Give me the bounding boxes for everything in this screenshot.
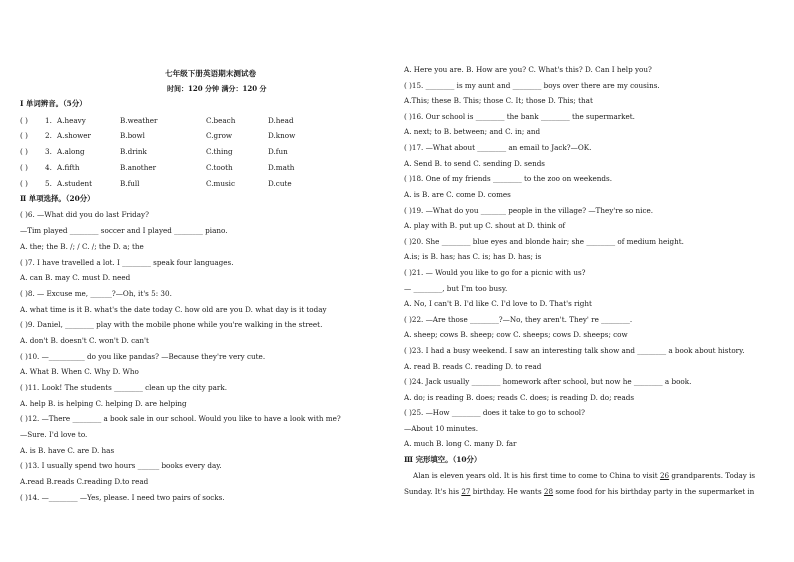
question-line: ( )11. Look! The students ________ clean up the city park.: [20, 383, 227, 392]
options-line: A. do; is reading B. does; reads C. does; is reading D. do; reads: [404, 393, 635, 402]
options-line: A. the; the B. /; / C. /; the D. a; the: [20, 242, 144, 251]
question-line: ( )7. I have travelled a lot. I ________ speak four languages.: [20, 258, 234, 267]
options-line: A. next; to B. between; and C. in; and: [404, 127, 541, 136]
question-line: ( )19. —What do you _______ people in the village? —They're so nice.: [404, 206, 654, 215]
question-line: ( )22. —Are those ________?—No, they aren't. They' re ________.: [404, 315, 633, 324]
options-line: A.read B.reads C.reading D.to read: [20, 477, 149, 486]
question-line: —About 10 minutes.: [404, 424, 479, 433]
question-line: ( )14. —________ —Yes, please. I need two pairs of socks.: [20, 493, 225, 502]
question-line: ( )10. —__________ do you like pandas? —Because they're very cute.: [20, 352, 266, 361]
question-line: ( )8. — Excuse me, ______?—Oh, it's 5: 30.: [20, 289, 172, 298]
question-line: ( )9. Daniel, ________ play with the mobile phone while you're walking in the street.: [20, 320, 323, 329]
question-line: ( )21. — Would you like to go for a picnic with us?: [404, 268, 586, 277]
options-line: A.is; is B. has; has C. is; has D. has; is: [404, 252, 542, 261]
question-line: ( )25. —How ________ does it take to go to school?: [404, 408, 585, 417]
cloze-paragraph-line: Alan is eleven years old. It is his first time to come to China to visit 26 grandparents. Today is: [413, 471, 756, 480]
options-line: A. No, I can't B. I'd like C. I'd love to D. That's right: [404, 299, 592, 308]
cloze-paragraph-line: Sunday. It's his 27 birthday. He wants 28 some food for his birthday party in the supermarket in: [404, 487, 755, 496]
options-line: A. what time is it B. what's the date today C. how old are you D. what day is it today: [20, 305, 327, 314]
cloze-blank-26: 26: [659, 471, 670, 480]
options-line: A. What B. When C. Why D. Who: [20, 367, 139, 376]
question-line: ( )23. I had a busy weekend. I saw an interesting talk show and ________ a book about history.: [404, 346, 745, 355]
section1-heading: Ⅰ 单词辨音。（5分）: [20, 99, 87, 108]
question-line: ( )15. ________ is my aunt and ________ boys over there are my cousins.: [404, 81, 660, 90]
options-line: A. Here you are. B. How are you? C. What's this? D. Can I help you?: [404, 65, 652, 74]
options-line: A. is B. have C. are D. has: [20, 446, 115, 455]
exam-subtitle: 时间：120 分钟 满分：120 分: [167, 84, 267, 93]
options-line: A. much B. long C. many D. far: [404, 439, 517, 448]
question-line: ( )20. She ________ blue eyes and blonde hair; she ________ of medium height.: [404, 237, 684, 246]
question-line: ( )13. I usually spend two hours ______ books every day.: [20, 461, 222, 470]
options-line: A.This; these B. This; those C. It; those D. This; that: [404, 96, 593, 105]
question-line: ( )16. Our school is ________ the bank ________ the supermarket.: [404, 112, 635, 121]
cloze-blank-27: 27: [461, 487, 471, 496]
question-line: ( )6. —What did you do last Friday?: [20, 210, 149, 219]
cloze-blank-28: 28: [543, 487, 554, 496]
exam-title: 七年级下册英语期末测试卷: [165, 69, 257, 78]
options-line: A. help B. is helping C. helping D. are helping: [20, 399, 187, 408]
section3-heading: Ⅲ 完形填空。（10分）: [404, 455, 482, 464]
options-line: A. Send B. to send C. sending D. sends: [404, 159, 545, 168]
exam-page: 七年级下册英语期末测试卷 时间：120 分钟 满分：120 分 Ⅰ 单词辨音。（5分） ( ) 1. A.heavy B.weather C.beach D.head ( ) 2. A.shower B.bowl C.grow D.know ( ) 3. A.along B.drink C.thing D.fun ( ) 4. A.fifth B.another C.tooth D.math ( ) 5. A.student B.full C.music D.cute Ⅱ 单项选择。（20分） ( )6. —What did you do last Friday? —Tim played ________ soccer and I played ________ piano. A. the; the B. /; / C. /; the D. a; the ( )7. I have travelled a lot. I ________ speak four languages. A. can B. may C. must D. need ( )8. — Excuse me, ______?—Oh, it's 5: 30. A. what time is it B. what's the date today C. how old are you D. what day is it today ( )9. Daniel, ________ play with the mobile phone while you're walking in the street. A. don't B. doesn't C. won't D. can't ( )10. —__________ do you like pandas? —Because they're very cute. A. What B. When C. Why D. Who ( )11. Look! The students ________ clean up the city park. A. help B. is helping C. helping D. are helping ( )12. —There ________ a book sale in our school. Would you like to have a look with me? —Sure. I'd love to. A. is B. have C. are D. has ( )13. I usually spend two hours ______ books every day. A.read B.reads C.reading D.to read ( )14. —________ —Yes, please. I need two pairs of socks. A. Here you are. B. How are you? C. What's this? D. Can I help you? ( )15. ________ is my aunt and ________ boys over there are my cousins. A.This; these B. This; those C. It; those D. This; that ( )16. Our school is ________ the bank ________ the supermarket. A. next; to B. between; and C. in; and ( )17. —What about ________ an email to Jack?—OK. A. Send B. to send C. sending D. sends ( )18. One of my friends ________ to the zoo on weekends. A. is B. are C. come D. comes ( )19. —What do you _______ people in the village? —They're so nice. A. play with B. put up C. shout at D. think of ( )20. She ________ blue eyes and blonde hair; she ________ of medium height. A.is; is B. has; has C. is; has D. has; is ( )21. — Would you like to go for a picnic with us? — ________, but I'm too busy. A. No, I can't B. I'd like C. I'd love to D. That's right ( )22. —Are those ________?—No, they aren't. They' re ________. A. sheep; cows B. sheep; cow C. sheeps; cows D. sheeps; cow ( )23. I had a busy weekend. I saw an interesting talk show and ________ a book about history. A. read B. reads C. reading D. to read ( )24. Jack usually ________ homework after school, but now he ________ a book. A. do; is reading B. does; reads C. does; is reading D. do; reads ( )25. —How ________ does it take to go to school? —About 10 minutes. A. much B. long C. many D. far Ⅲ 完形填空。（10分） Alan is eleven years old. It is his first time to come to China to visit 26 grandparents. Today is Sunday. It's his 27 birthday. He wants 28 some food for his birthday party in the supermarket in: [0, 0, 794, 562]
question-line: ( )18. One of my friends ________ to the zoo on weekends.: [404, 174, 612, 183]
question-line: —Tim played ________ soccer and I played ________ piano.: [20, 226, 228, 235]
question-line: ( )24. Jack usually ________ homework after school, but now he ________ a book.: [404, 377, 692, 386]
options-line: A. sheep; cows B. sheep; cow C. sheeps; cows D. sheeps; cow: [404, 330, 628, 339]
question-line: ( )17. —What about ________ an email to Jack?—OK.: [404, 143, 592, 152]
question-line: ( )12. —There ________ a book sale in our school. Would you like to have a look with me?: [20, 414, 341, 423]
options-line: A. is B. are C. come D. comes: [404, 190, 511, 199]
options-line: A. read B. reads C. reading D. to read: [404, 362, 542, 371]
section2-heading: Ⅱ 单项选择。（20分）: [20, 194, 95, 203]
options-line: A. don't B. doesn't C. won't D. can't: [20, 336, 149, 345]
question-line: —Sure. I'd love to.: [20, 430, 88, 439]
question-line: — ________, but I'm too busy.: [404, 284, 508, 293]
options-line: A. can B. may C. must D. need: [20, 273, 131, 282]
options-line: A. play with B. put up C. shout at D. think of: [404, 221, 566, 230]
